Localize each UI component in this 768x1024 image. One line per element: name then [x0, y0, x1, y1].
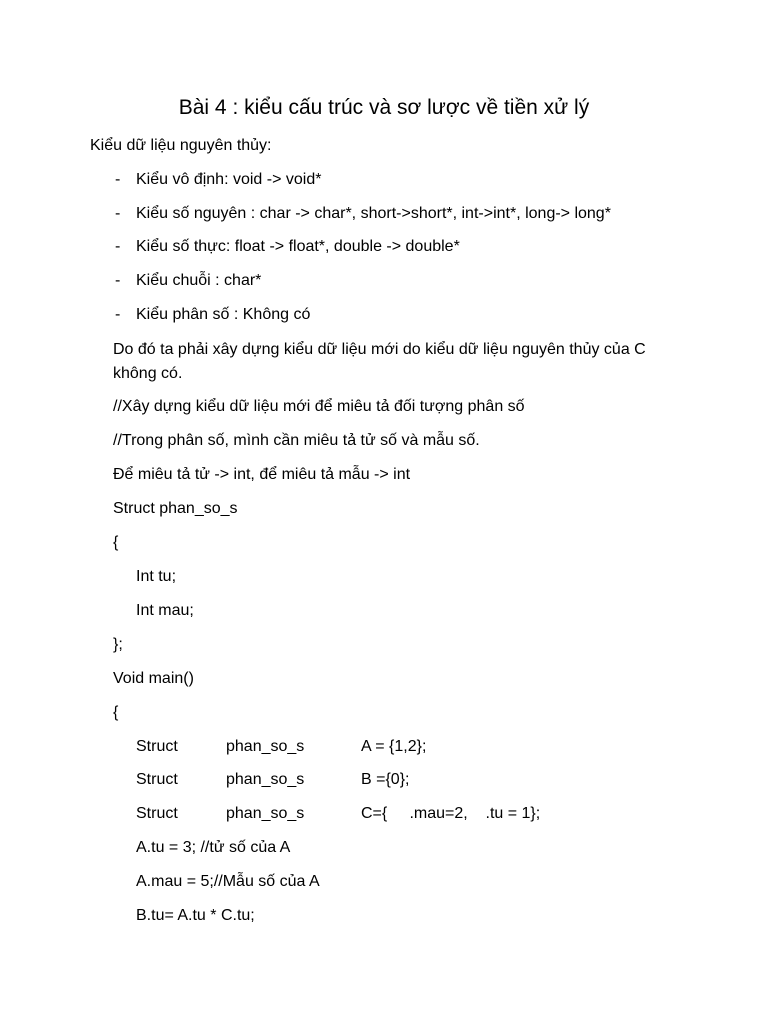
code-comment: //Trong phân số, mình cần miêu tả tử số và mẫu số. [113, 432, 480, 449]
list-item-text: Kiểu chuỗi : char* [136, 272, 262, 289]
list-dash: - [115, 272, 121, 289]
declaration-init: C={ .mau=2, .tu = 1}; [361, 805, 541, 822]
code-statement: A.mau = 5;//Mẫu số của A [136, 873, 320, 890]
list-item-text: Kiểu vô định: void -> void* [136, 171, 322, 188]
list-dash: - [115, 205, 121, 222]
declaration-keyword: Struct [136, 805, 178, 822]
list-dash: - [115, 306, 121, 323]
description-line: Để miêu tả tử -> int, để miêu tả mẫu -> int [113, 466, 411, 483]
list-item-text: Kiểu phân số : Không có [136, 306, 311, 323]
struct-field: Int tu; [136, 568, 177, 585]
code-comment: //Xây dựng kiểu dữ liệu mới để miêu tả đối tượng phân số [113, 398, 525, 415]
document-title: Bài 4 : kiểu cấu trúc và sơ lược về tiền xử lý [178, 96, 590, 119]
declaration-init: B ={0}; [361, 771, 410, 788]
declaration-keyword: Struct [136, 738, 178, 755]
list-item-text: Kiểu số nguyên : char -> char*, short->short*, int->int*, long-> long* [136, 205, 611, 222]
struct-field: Int mau; [136, 602, 194, 619]
close-brace: }; [113, 636, 123, 653]
declaration-type: phan_so_s [226, 771, 305, 788]
open-brace: { [113, 704, 119, 721]
declaration-keyword: Struct [136, 771, 178, 788]
main-declaration: Void main() [113, 670, 194, 687]
struct-declaration: Struct phan_so_s [113, 500, 238, 517]
list-item-text: Kiểu số thực: float -> float*, double -> double* [136, 238, 460, 255]
declaration-type: phan_so_s [226, 805, 305, 822]
list-dash: - [115, 171, 121, 188]
open-brace: { [113, 534, 119, 551]
intro-heading: Kiểu dữ liệu nguyên thủy: [90, 137, 272, 154]
code-statement: B.tu= A.tu * C.tu; [136, 907, 255, 924]
paragraph: Do đó ta phải xây dựng kiểu dữ liệu mới do kiểu dữ liệu nguyên thủy của C không có. [113, 341, 646, 382]
code-statement: A.tu = 3; //tử số của A [136, 839, 291, 856]
declaration-init: A = {1,2}; [361, 738, 427, 755]
list-dash: - [115, 238, 121, 255]
declaration-type: phan_so_s [226, 738, 305, 755]
